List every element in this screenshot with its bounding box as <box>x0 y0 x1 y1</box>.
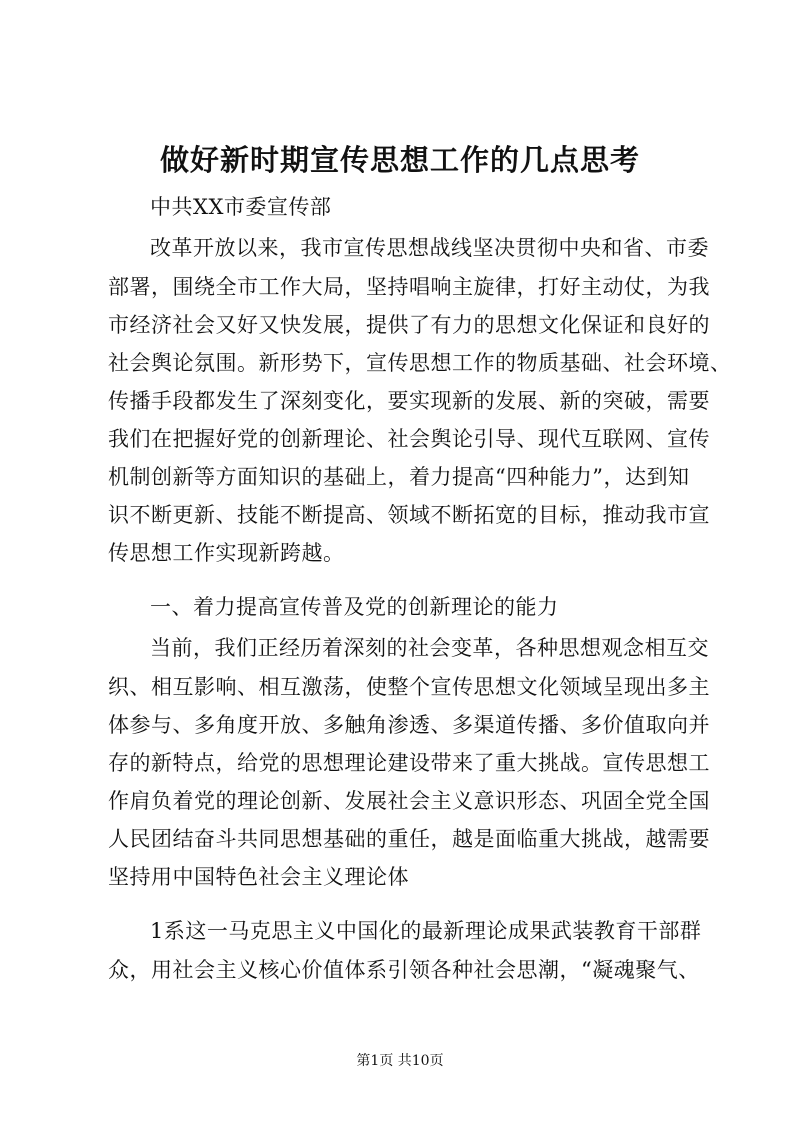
paragraph-line: 市经济社会又好又快发展，提供了有力的思想文化保证和良好的 <box>108 313 710 337</box>
section-heading: 一、着力提高宣传普及党的创新理论的能力 <box>150 595 559 619</box>
paragraph-line: 作肩负着党的理论创新、发展社会主义意识形态、巩固全党全国 <box>108 789 710 813</box>
document-title: 做好新时期宣传思想工作的几点思考 <box>159 143 640 177</box>
paragraph-line: 人民团结奋斗共同思想基础的重任，越是面临重大挑战，越需要 <box>108 827 710 851</box>
paragraph-line: 存的新特点，给党的思想理论建设带来了重大挑战。宣传思想工 <box>108 751 710 775</box>
paragraph-line: 传思想工作实现新跨越。 <box>108 541 345 565</box>
paragraph-line: 体参与、多角度开放、多触角渗透、多渠道传播、多价值取向并 <box>108 713 710 737</box>
paragraph-line: 众，用社会主义核心价值体系引领各种社会思潮，“凝魂聚气、 <box>108 958 700 982</box>
page-footer: 第1页 共10页 <box>356 1053 444 1069</box>
author-line: 中共XX市委宣传部 <box>150 195 332 219</box>
paragraph-line: 当前，我们正经历着深刻的社会变革，各种思想观念相互交 <box>150 636 709 660</box>
paragraph-line: 传播手段都发生了深刻变化，要实现新的发展、新的突破，需要 <box>108 389 710 413</box>
paragraph-line: 坚持用中国特色社会主义理论体 <box>108 865 409 889</box>
paragraph-line: 部署，围绕全市工作大局，坚持唱响主旋律，打好主动仗，为我 <box>108 275 710 299</box>
paragraph-line: 织、相互影响、相互激荡，使整个宣传思想文化领域呈现出多主 <box>108 675 710 699</box>
paragraph-line: 识不断更新、技能不断提高、领域不断拓宽的目标，推动我市宣 <box>108 503 710 527</box>
paragraph-line: 改革开放以来，我市宣传思想战线坚决贯彻中央和省、市委 <box>150 236 709 260</box>
paragraph-line: 社会舆论氛围。新形势下，宣传思想工作的物质基础、社会环境、 <box>108 351 732 375</box>
paragraph-line: 我们在把握好党的创新理论、社会舆论引导、现代互联网、宣传 <box>108 427 710 451</box>
paragraph-line: 1系这一马克思主义中国化的最新理论成果武装教育干部群 <box>150 919 702 943</box>
paragraph-line: 机制创新等方面知识的基础上，着力提高“四种能力”，达到知 <box>108 465 690 489</box>
